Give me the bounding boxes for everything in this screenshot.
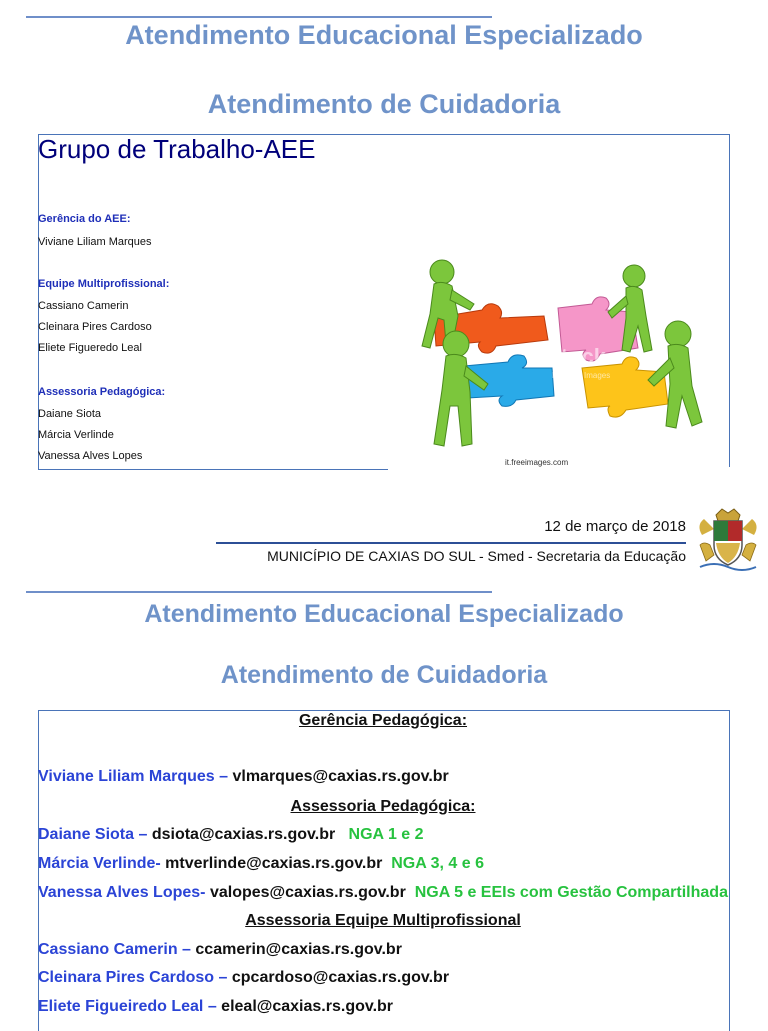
group-title: Grupo de Trabalho-AEE [38, 134, 316, 164]
contact-name: Viviane Liliam Marques – [38, 768, 229, 785]
puzzle-team-illustration [412, 256, 712, 456]
nga-label: NGA 3, 4 e 6 [391, 855, 485, 872]
footer-date: 12 de março de 2018 [544, 518, 686, 535]
footer-rule [216, 542, 686, 544]
nga-label: NGA 5 e EEIs com Gestão Compartilhada [414, 884, 728, 901]
contact-name: Eliete Figueiredo Leal – [38, 998, 217, 1015]
contact-name: Daiane Siota – [38, 826, 148, 843]
contact-name: Márcia Verlinde- [38, 855, 161, 872]
section-label-equipe: Equipe Multiprofissional: [38, 278, 170, 290]
person-name: Cassiano Camerin [38, 300, 129, 312]
section-label-assessoria: Assessoria Pedagógica: [38, 386, 166, 398]
person-name: Daiane Siota [38, 408, 101, 420]
image-credit: it.freeimages.com [505, 458, 569, 467]
contact-row [38, 855, 484, 873]
contact-name: Cleinara Pires Cardoso – [38, 969, 228, 986]
contact-email[interactable]: valopes@caxias.rs.gov.br [209, 884, 406, 901]
contact-row [38, 998, 393, 1016]
nga-label: NGA 1 e 2 [348, 826, 424, 843]
contact-email[interactable]: ccamerin@caxias.rs.gov.br [195, 941, 402, 958]
contact-name: Cassiano Camerin – [38, 941, 191, 958]
top-rule [26, 16, 492, 18]
contact-email[interactable]: eleal@caxias.rs.gov.br [221, 998, 394, 1015]
coat-of-arms-logo [694, 505, 762, 573]
heading-gerencia: Gerência Pedagógica: [298, 712, 468, 729]
contact-email[interactable]: cpcardoso@caxias.rs.gov.br [231, 969, 450, 986]
slide2-title: Atendimento Educacional Especializado [144, 600, 624, 628]
contact-row [38, 941, 402, 959]
contact-row [38, 884, 728, 902]
slide1-subtitle: Atendimento de Cuidadoria [207, 89, 561, 119]
slide1-title: Atendimento Educacional Especializado [125, 20, 643, 50]
watermark: iStock [540, 344, 607, 369]
person-name: Viviane Liliam Marques [38, 236, 152, 248]
heading-equipe: Assessoria Equipe Multiprofissional [245, 912, 521, 929]
heading-assessoria: Assessoria Pedagógica: [290, 798, 476, 815]
footer-municipality: MUNICÍPIO DE CAXIAS DO SUL - Smed - Secretaria da Educação [267, 548, 686, 564]
contact-email[interactable]: vlmarques@caxias.rs.gov.br [232, 768, 449, 785]
contact-row [38, 826, 424, 844]
watermark-sub: by Getty Images [552, 371, 611, 380]
contact-email[interactable]: mtverlinde@caxias.rs.gov.br [165, 855, 383, 872]
contact-email[interactable]: dsiota@caxias.rs.gov.br [151, 826, 336, 843]
slide2-subtitle: Atendimento de Cuidadoria [220, 661, 548, 689]
top-rule-2 [26, 591, 492, 593]
contact-row [38, 768, 449, 786]
person-name: Vanessa Alves Lopes [38, 450, 143, 462]
contact-name: Vanessa Alves Lopes- [38, 884, 206, 901]
person-name: Eliete Figueredo Leal [38, 342, 142, 354]
person-name: Cleinara Pires Cardoso [38, 321, 152, 333]
contact-row [38, 969, 449, 987]
section-label-gerencia: Gerência do AEE: [38, 213, 131, 225]
figure-bottom-right [648, 321, 702, 428]
person-name: Márcia Verlinde [38, 429, 114, 441]
